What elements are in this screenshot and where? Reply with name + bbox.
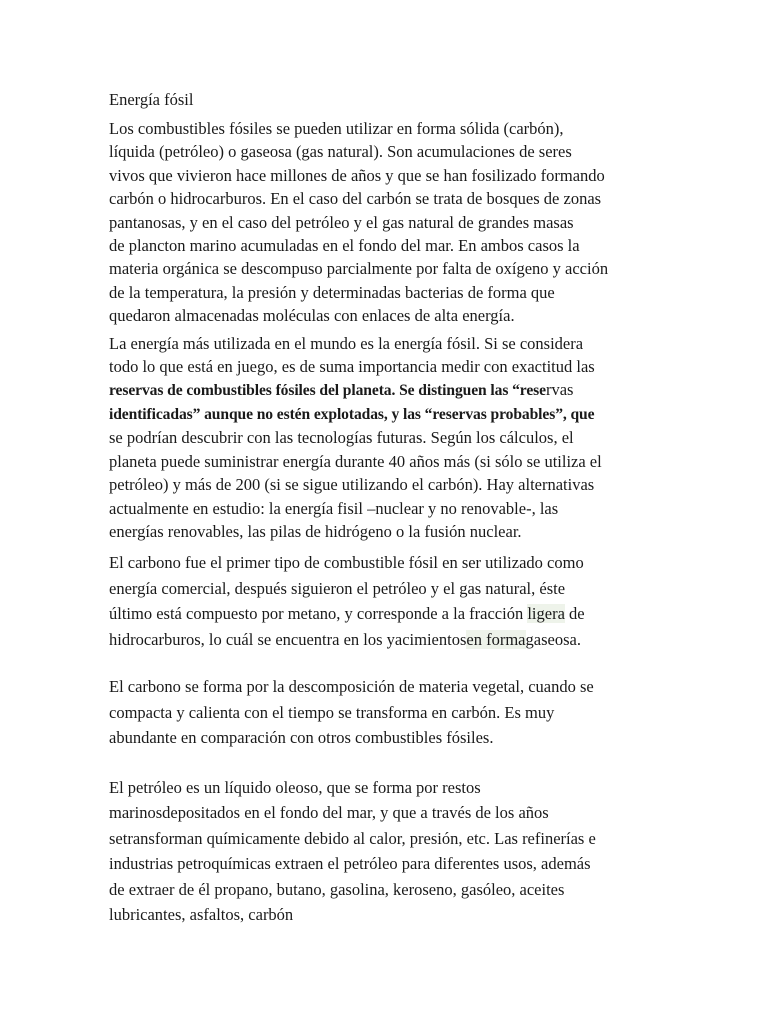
- paragraph-carbon-formation: [109, 674, 669, 751]
- text-line: energías renovables, las pilas de hidrógeno o la fusión nuclear.: [109, 521, 522, 541]
- text-fragment: de: [564, 604, 585, 624]
- text-line: La energía más utilizada en el mundo es la energía fósil. Si se considera: [109, 333, 584, 353]
- text-line-bold: identificadas” aunque no estén explotadas, y las “reservas probables”, que: [109, 405, 595, 423]
- bold-text: reservas de combustibles fósiles del planeta. Se distinguen las “rese: [109, 382, 546, 400]
- text-line: se podrían descubrir con las tecnologías futuras. Según los cálculos, el: [109, 428, 574, 448]
- text-line: El petróleo es un líquido oleoso, que se forma por restos: [109, 777, 481, 797]
- text-line: quedaron almacenadas moléculas con enlaces de alta energía.: [109, 306, 515, 326]
- text-line: líquida (petróleo) o gaseosa (gas natural). Son acumulaciones de seres: [109, 142, 572, 162]
- text-line: El carbono fue el primer tipo de combustible fósil en ser utilizado como: [109, 553, 584, 573]
- paragraph-petroleum: [109, 775, 669, 928]
- highlighted-text: ligera: [527, 604, 565, 624]
- text-line: industrias petroquímicas extraen el petróleo para diferentes usos, además: [109, 854, 591, 874]
- text-line: El carbono se forma por la descomposición de materia vegetal, cuando se: [109, 677, 594, 697]
- text-line: compacta y calienta con el tiempo se transforma en carbón. Es muy: [109, 702, 555, 722]
- text-line: de plancton marino acumuladas en el fondo del mar. En ambos casos la: [109, 236, 580, 256]
- text-line: carbón o hidrocarburos. En el caso del carbón se trata de bosques de zonas: [109, 189, 602, 209]
- text-line: de extraer de él propano, butano, gasolina, keroseno, gasóleo, aceites: [109, 879, 565, 899]
- paragraph-carbon-history: [109, 550, 669, 652]
- text-line: materia orgánica se descompuso parcialmente por falta de oxígeno y acción: [109, 259, 609, 279]
- text-line: actualmente en estudio: la energía fisil –nuclear y no renovable-, las: [109, 498, 559, 518]
- paragraph-fossil-reserves: [109, 332, 669, 544]
- text-line: marinosdepositados en el fondo del mar, y que a través de los años: [109, 803, 549, 823]
- text-line: [109, 627, 669, 653]
- text-line: setransforman químicamente debido al calor, presión, etc. Las refinerías e: [109, 828, 596, 848]
- text-line: Los combustibles fósiles se pueden utilizar en forma sólida (carbón),: [109, 119, 564, 138]
- text-line: todo lo que está en juego, es de suma importancia medir con exactitud las: [109, 357, 595, 377]
- text-line: energía comercial, después siguieron el petróleo y el gas natural, éste: [109, 578, 566, 598]
- document-title: Energía fósil: [109, 90, 194, 109]
- document-page: [109, 88, 669, 928]
- text-fragment: último está compuesto por metano, y corresponde a la fracción: [109, 604, 528, 624]
- text-line: [109, 601, 669, 627]
- paragraph-fossil-fuels-intro: [109, 117, 669, 328]
- text-line: lubricantes, asfaltos, carbón: [109, 905, 294, 925]
- text-line: de la temperatura, la presión y determinadas bacterias de forma que: [109, 282, 555, 302]
- text-line: petróleo) y más de 200 (si se sigue utilizando el carbón). Hay alternativas: [109, 475, 595, 495]
- text-line-bold: [109, 378, 669, 402]
- text-line: pantanosas, y en el caso del petróleo y el gas natural de grandes masas: [109, 212, 574, 232]
- text-fragment: hidrocarburos, lo cuál se encuentra en los yacimientos: [109, 629, 467, 649]
- highlighted-text: en forma: [466, 629, 526, 649]
- text-fragment: rvas: [545, 380, 574, 400]
- text-line: vivos que vivieron hace millones de años y que se han fosilizado formando: [109, 165, 605, 185]
- text-line: planeta puede suministrar energía durante 40 años más (si sólo se utiliza el: [109, 451, 602, 471]
- text-line: abundante en comparación con otros combustibles fósiles.: [109, 728, 494, 748]
- text-fragment: gaseosa.: [525, 629, 581, 649]
